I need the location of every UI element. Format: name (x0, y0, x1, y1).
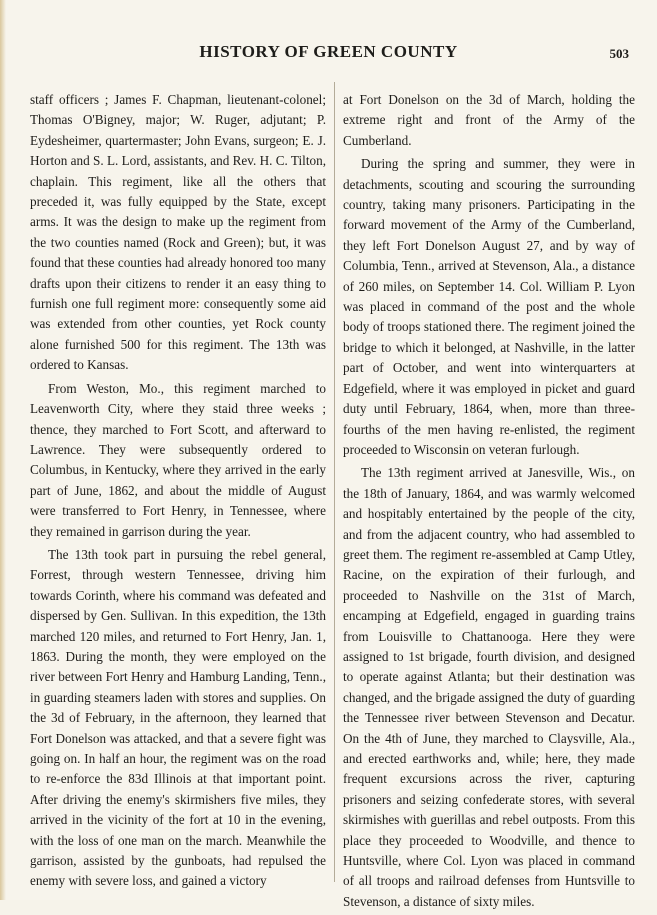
page-edge-shadow (0, 0, 6, 900)
running-head-title: HISTORY OF GREEN COUNTY (199, 42, 458, 61)
page-number: 503 (609, 46, 629, 61)
right-paragraph-1: at Fort Donelson on the 3d of March, holding the extreme right and front of the Army of the Cumberland. (343, 92, 635, 148)
left-paragraph-1: staff officers ; James F. Chapman, lieutenant-colonel; Thomas O'Bigney, major; W. Ruger, adjutant; P. Eydesheimer, quartermaster; John Evans, surgeon; E. J. Horton and S. L. Lord, assistants, and Rev. H. C. Tilton, chaplain. This regiment, like all the others that preceded it, was fully equipped by the State, except arms. It was the design to make up the regiment from the two counties named (Rock and Green); but, it was found that these counties had already honored too many drafts upon their citizens to render it an easy thing to furnish one full regiment more: consequently some aid was extended from other counties, yet Rock county alone furnished 500 for this regiment. The 13th was ordered to Kansas. (30, 92, 326, 373)
right-column (343, 90, 635, 915)
left-paragraph-3: The 13th took part in pursuing the rebel general, Forrest, through western Tennessee, driving him towards Corinth, where his command was defeated and dispersed by Gen. Sullivan. In this expedition, the 13th marched 120 miles, and returned to Fort Henry, Jan. 1, 1863. During the month, they were employed on the river between Fort Henry and Hamburg Landing, Tenn., in guarding steamers laden with stores and supplies. On the 3d of February, in the afternoon, they learned that Fort Donelson was attacked, and that a severe fight was going on. In half an hour, the regiment was on the road to re-enforce the 83d Illinois at that important point. After driving the enemy's skirmishers five miles, they arrived in the vicinity of the fort at 10 in the evening, with the loss of one man on the march. Meanwhile the garrison, assisted by the gunboats, had repulsed the enemy with severe loss, and gained a victory (30, 546, 326, 889)
left-column (30, 90, 326, 895)
right-paragraph-2: During the spring and summer, they were in detachments, scouting and scouring the surrounding country, taking many prisoners. Participating in the forward movement of the Army of the Cumberland, they left Fort Donelson August 27, and by way of Columbia, Tenn., arrived at Stevenson, Ala., a distance of 260 miles, on September 14. Col. William P. Lyon was placed in command of the post and the whole body of troops stationed there. The regiment joined the bridge to which it belonged, at Nashville, in the latter part of October, and went into winterquarters at Edgefield, where it was employed in picket and guard duty until February, 1864, when, more than three-fourths of the men having re-enlisted, the regiment proceeded to Wisconsin on veteran furlough. (343, 156, 635, 457)
left-paragraph-2: From Weston, Mo., this regiment marched to Leavenworth City, where they staid three weeks ; thence, they marched to Fort Scott, and afterward to Lawrence. They were subsequently ordered to Columbus, in Kentucky, where they arrived in the early part of June, 1862, and about the middle of August were transferred to Fort Henry, in Tennessee, where they remained in garrison during the year. (30, 380, 326, 539)
column-divider (334, 82, 335, 882)
right-paragraph-3: The 13th regiment arrived at Janesville, Wis., on the 18th of January, 1864, and was warmly welcomed and hospitably entertained by the people of the city, and from the adjacent country, who had assembled to greet them. The regiment re-assembled at Camp Utley, Racine, on the expiration of their furlough, and proceeded to Nashville on the 31st of March, encamping at Edgefield, engaged in guarding trains from Louisville to Chattanooga. Here they were assigned to 1st brigade, fourth division, and designed to operate against Atlanta; but their destination was changed, and the brigade assigned the duty of guarding the Tennessee river between Stevenson and Decatur. On the 4th of June, they marched to Claysville, Ala., and erected earthworks and, while; here, they made frequent excursions across the river, capturing prisoners and seizing confederate stores, with several skirmishes with guerillas and rebel outposts. From this place they proceeded to Woodville, and thence to Huntsville, where Col. Lyon was placed in command of all troops and railroad defenses from Huntsville to Stevenson, a distance of sixty miles. (343, 465, 635, 909)
page-header (0, 42, 657, 68)
